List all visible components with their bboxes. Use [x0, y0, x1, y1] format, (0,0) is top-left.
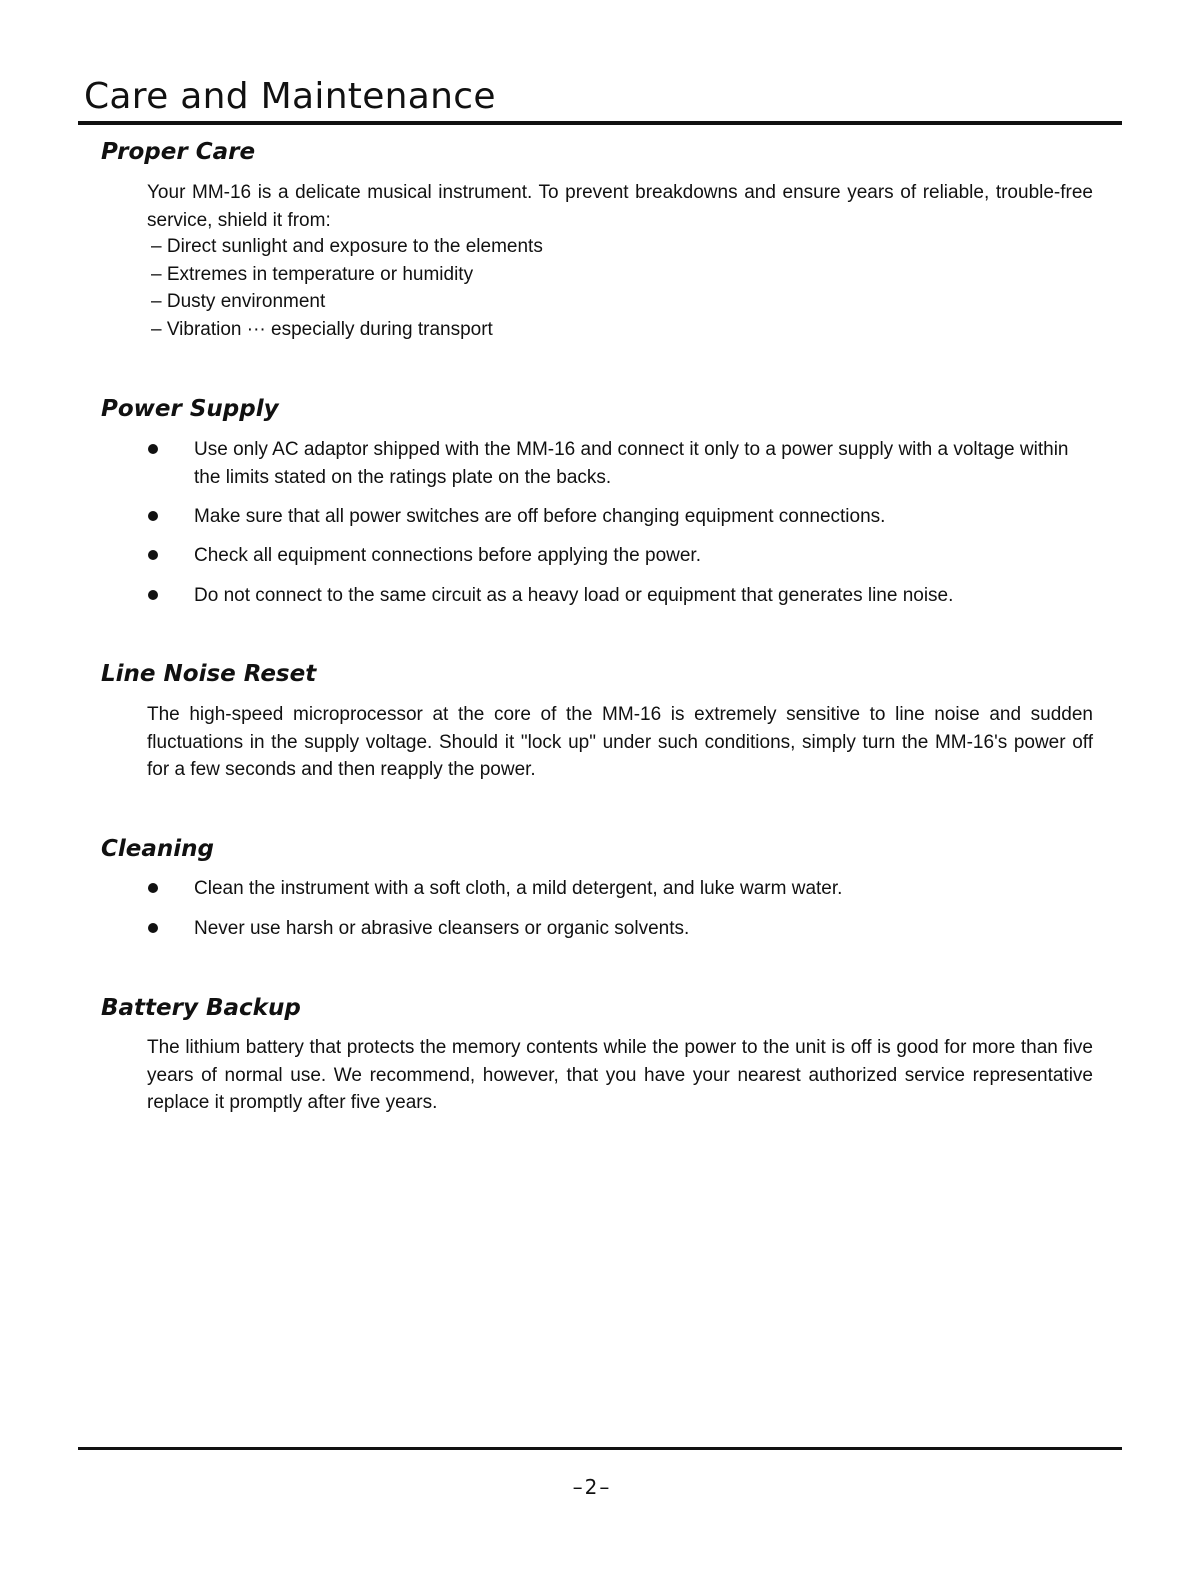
bullet-icon [148, 511, 158, 521]
bullet-icon [148, 923, 158, 933]
bullet-icon [148, 590, 158, 600]
bullet-icon [148, 444, 158, 454]
bullet-text: Clean the instrument with a soft cloth, a mild detergent, and luke warm water. [194, 878, 843, 899]
bullet-text: Do not connect to the same circuit as a heavy load or equipment that generates line noise. [194, 585, 954, 606]
list-item: – Extremes in temperature or humidity [151, 263, 474, 285]
title-rule [78, 121, 1122, 125]
page-number: –2– [572, 1475, 612, 1499]
footer-rule [78, 1447, 1122, 1450]
bullet-text: Check all equipment connections before applying the power. [194, 545, 701, 566]
battery-backup-heading: Battery Backup [101, 995, 301, 1021]
bullet-icon [148, 550, 158, 560]
list-item: – Vibration ··· especially during transport [151, 318, 493, 340]
battery-backup-text: The lithium battery that protects the memory contents while the power to the unit is off is good for more than five years of normal use. We recommend, however, that you have your nearest authorized service representative replace it promptly after five years. [147, 1037, 1093, 1113]
line-noise-reset-text: The high-speed microprocessor at the core of the MM-16 is extremely sensitive to line noise and sudden fluctuations in the supply voltage. Should it "lock up" under such conditions, simply turn the MM-16's power off for a few seconds and then reapply the power. [147, 704, 1093, 780]
list-item: – Dusty environment [151, 291, 326, 312]
list-item: – Direct sunlight and exposure to the elements [151, 236, 543, 257]
bullet-icon [148, 883, 158, 893]
proper-care-heading: Proper Care [101, 139, 256, 165]
power-supply-heading: Power Supply [101, 396, 279, 422]
bullet-text: Never use harsh or abrasive cleansers or organic solvents. [194, 918, 690, 939]
bullet-text: Make sure that all power switches are off before changing equipment connections. [194, 506, 886, 527]
bullet-text: Use only AC adaptor shipped with the MM-16 and connect it only to a power supply with a voltage within the limits stated on the ratings plate on the backs. [194, 439, 1069, 488]
line-noise-reset-heading: Line Noise Reset [101, 661, 317, 687]
proper-care-intro: Your MM-16 is a delicate musical instrument. To prevent breakdowns and ensure years of reliable, trouble-free service, shield it from: [147, 182, 1093, 231]
page-title: Care and Maintenance [84, 76, 496, 117]
proper-care-list [151, 233, 543, 343]
cleaning-heading: Cleaning [101, 836, 214, 862]
